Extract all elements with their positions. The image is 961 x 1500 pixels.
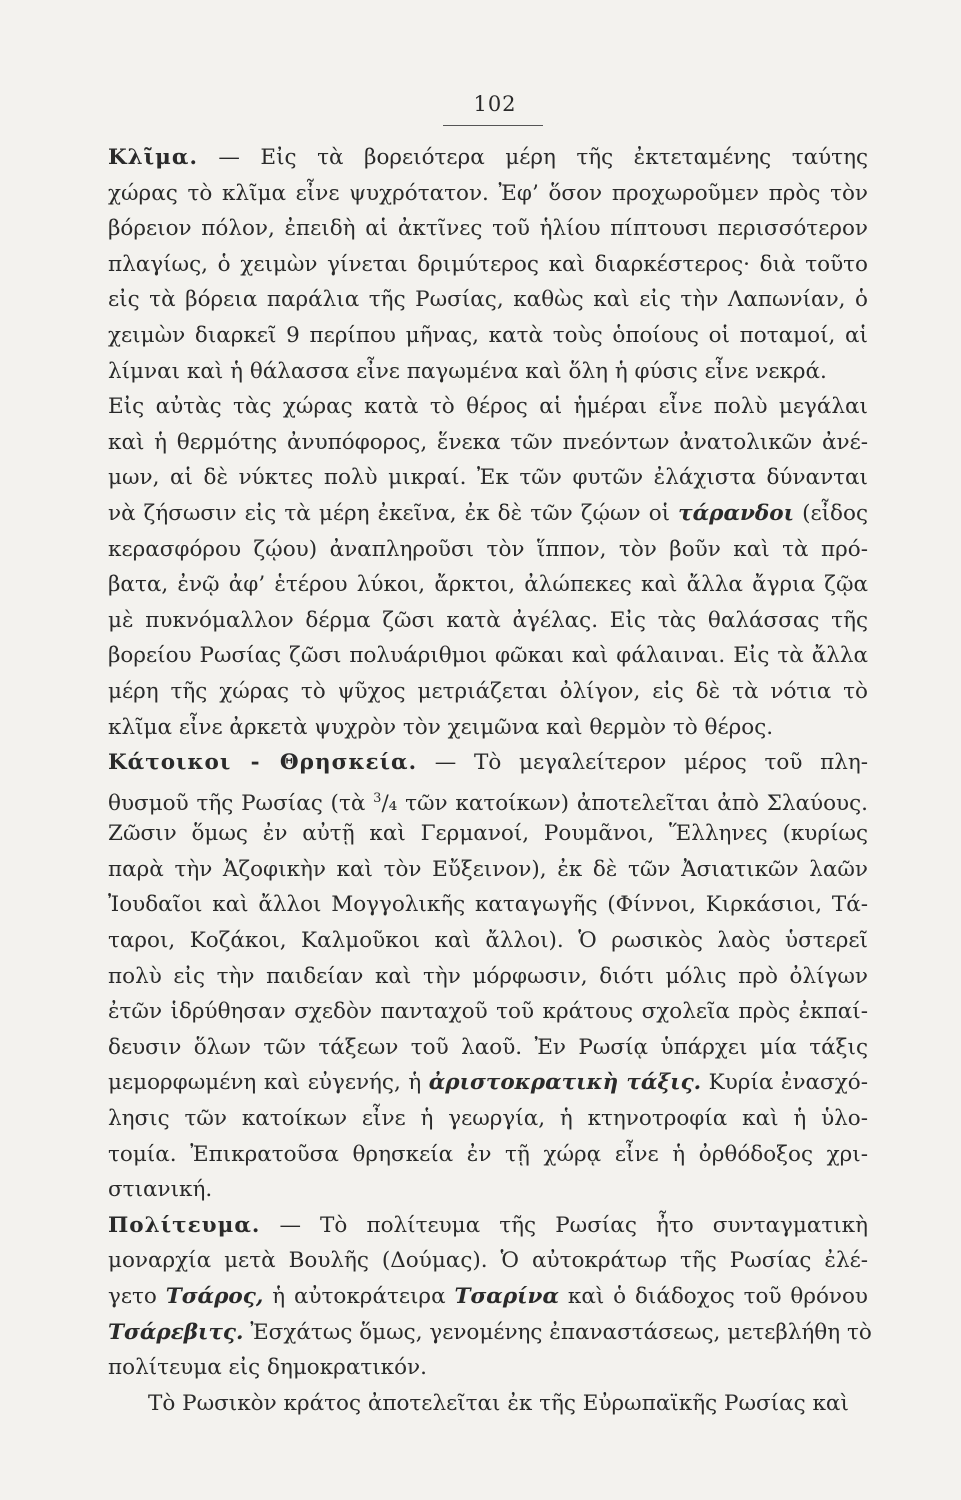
text-run: γετο [108, 1284, 166, 1309]
page-number: 102 [473, 92, 517, 116]
section-heading: Κάτοικοι - Θρησκεία. [108, 750, 418, 776]
text-line [108, 389, 868, 425]
text-run: νὰ ζήσωσιν εἰς τὰ μέρη ἐκεῖνα, ἐκ δὲ τῶν ζῴων οἱ [108, 500, 679, 526]
text-run: πολὺ εἰς τὴν παιδείαν καὶ τὴν μόρφωσιν, διότι μόλις πρὸ ὀλίγων [108, 963, 868, 989]
text-run: 3 [373, 790, 382, 806]
body-text [108, 140, 872, 1421]
text-run: τομία. Ἐπικρατοῦσα θρησκεία ἐν τῇ χώρᾳ εἶνε ἡ ὀρθόδοξος χρι- [108, 1141, 868, 1167]
text-run: βόρειον πόλον, ἐπειδὴ αἱ ἀκτῖνες τοῦ ἡλίου πίπτουσι περισσότερον [108, 216, 868, 242]
text-line [108, 674, 868, 710]
emphasis-term: τάρανδοι [678, 500, 795, 526]
text-run: μὲ πυκνόμαλλον δέρμα ζῶσι κατὰ ἀγέλας. Εἰς τὰς θαλάσσας τῆς [108, 607, 868, 633]
text-run: Ἐσχάτως ὅμως, γενομένης ἐπαναστάσεως, μετεβλήθη τὸ [243, 1319, 872, 1345]
text-line [108, 1243, 868, 1279]
text-line [108, 603, 868, 639]
text-line [108, 318, 868, 354]
text-run: /₄ τῶν κατοίκων) ἀποτελεῖται ἀπὸ Σλαύους. [381, 790, 869, 816]
text-line [108, 532, 868, 568]
text-line [108, 1350, 868, 1386]
text-line [108, 923, 868, 959]
text-line [108, 959, 868, 995]
text-line [108, 1065, 868, 1101]
text-run: βορείου Ρωσίας ζῶσι πολυάριθμοι φῶκαι καὶ φάλαιναι. Εἰς τὰ ἄλλα [108, 643, 868, 669]
text-line [108, 140, 868, 176]
text-line [108, 1030, 868, 1066]
text-run: — Εἰς τὰ βορειότερα μέρη τῆς ἐκτεταμένης ταύτης [197, 145, 868, 170]
text-run: καὶ ἡ θερμότης ἀνυπόφορος, ἕνεκα τῶν πνεόντων ἀνατολικῶν ἀνέ- [108, 429, 868, 455]
text-run: Ἰουδαῖοι καὶ ἄλλοι Μογγολικῆς καταγωγῆς (Φίννοι, Κιρκάσιοι, Τά- [108, 892, 868, 918]
text-run: ἡ αὐτοκράτειρα [263, 1284, 455, 1309]
text-run: εἰς τὰ βόρεια παράλια τῆς Ρωσίας, καθὼς καὶ εἰς τὴν Λαπωνίαν, ὁ [108, 287, 868, 313]
text-run: λησις τῶν κατοίκων εἶνε ἡ γεωργία, ἡ κτηνοτροφία καὶ ἡ ὑλο- [108, 1106, 868, 1132]
text-line [108, 354, 868, 390]
text-line [108, 496, 868, 532]
text-line [108, 1101, 868, 1137]
text-run: — Τὸ μεγαλείτερον μέρος τοῦ πλη- [417, 750, 869, 776]
text-run: πολίτευμα εἰς δημοκρατικόν. [108, 1355, 427, 1381]
text-line [108, 994, 868, 1030]
text-line [108, 887, 868, 923]
text-line [108, 176, 868, 212]
text-line [108, 1279, 868, 1315]
text-line [108, 781, 868, 817]
text-run: πλαγίως, ὁ χειμὼν γίνεται δριμύτερος καὶ διαρκέστερος· διὰ τοῦτο [108, 251, 868, 277]
text-line [108, 1137, 868, 1173]
text-run: βατα, ἐνῷ ἀφ’ ἑτέρου λύκοι, ἄρκτοι, ἀλώπεκες καὶ ἄλλα ἄγρια ζῷα [108, 572, 868, 598]
text-run: στιανική. [108, 1177, 213, 1203]
text-line [108, 816, 868, 852]
text-run: Ζῶσιν ὅμως ἐν αὐτῇ καὶ Γερμανοί, Ρουμᾶνοι, Ἕλληνες (κυρίως [108, 821, 868, 847]
text-run: μοναρχία μετὰ Βουλῆς (Δούμας). Ὁ αὐτοκράτωρ τῆς Ρωσίας ἐλέ- [108, 1248, 868, 1274]
emphasis-term: Τσαρίνα [454, 1284, 560, 1309]
section-heading: Πολίτευμα. [108, 1212, 261, 1238]
header-rule [443, 125, 543, 126]
text-line [108, 710, 868, 746]
text-line [108, 282, 868, 318]
text-line [108, 638, 868, 674]
text-run: μέρη τῆς χώρας τὸ ψῦχος μετριάζεται ὀλίγον, εἰς δὲ τὰ νότια τὸ [108, 678, 868, 704]
text-run: Εἰς αὐτὰς τὰς χώρας κατὰ τὸ θέρος αἱ ἡμέραι εἶνε πολὺ μεγάλαι [108, 394, 868, 420]
emphasis-term: Τσάρεβιτς. [108, 1319, 244, 1345]
text-line [108, 1386, 868, 1422]
text-line [108, 745, 868, 781]
text-run: ἐτῶν ἱδρύθησαν σχεδὸν πανταχοῦ τοῦ κράτους σχολεῖα πρὸς ἐκπαί- [108, 999, 868, 1025]
text-line [108, 1172, 868, 1208]
text-line [108, 211, 868, 247]
text-run: — Τὸ πολίτευμα τῆς Ρωσίας ἦτο συνταγματικὴ [260, 1212, 868, 1238]
text-run: κερασφόρου ζῴου) ἀναπληροῦσι τὸν ἵππον, τὸν βοῦν καὶ τὰ πρό- [108, 536, 868, 562]
text-run: Τὸ Ρωσικὸν κράτος ἀποτελεῖται ἐκ τῆς Εὐρωπαϊκῆς Ρωσίας καὶ [148, 1390, 849, 1416]
text-run: θυσμοῦ τῆς Ρωσίας (τὰ [108, 790, 374, 816]
text-line [108, 852, 868, 888]
section-heading: Κλῖμα. [108, 145, 198, 170]
text-run: (εἶδος [794, 500, 868, 526]
emphasis-term: ἀριστοκρατικὴ τάξις. [428, 1070, 702, 1096]
text-run: χώρας τὸ κλῖμα εἶνε ψυχρότατον. Ἐφ’ ὅσον προχωροῦμεν πρὸς τὸν [108, 180, 868, 206]
text-run: δευσιν ὅλων τῶν τάξεων τοῦ λαοῦ. Ἐν Ρωσίᾳ ὑπάρχει μία τάξις [108, 1034, 868, 1060]
text-run: κλῖμα εἶνε ἀρκετὰ ψυχρὸν τὸν χειμῶνα καὶ θερμὸν τὸ θέρος. [108, 714, 774, 740]
emphasis-term: Τσάρος, [165, 1284, 264, 1309]
text-run: χειμὼν διαρκεῖ 9 περίπου μῆνας, κατὰ τοὺς ὁποίους οἱ ποταμοί, αἱ [108, 322, 868, 348]
text-run: καὶ ὁ διάδοχος τοῦ θρόνου [559, 1284, 868, 1309]
text-run: λίμναι καὶ ἡ θάλασσα εἶνε παγωμένα καὶ ὅλη ἡ φύσις εἶνε νεκρά. [108, 358, 827, 384]
text-line [108, 425, 868, 461]
text-line [108, 247, 868, 283]
text-run: Κυρία ἐνασχό- [701, 1070, 868, 1096]
text-line [108, 567, 868, 603]
text-run: ταροι, Κοζάκοι, Καλμοῦκοι καὶ ἄλλοι). Ὁ ρωσικὸς λαὸς ὑστερεῖ [108, 928, 868, 954]
text-line [108, 1208, 868, 1244]
text-line [108, 1315, 872, 1351]
text-line [108, 460, 868, 496]
text-run: μων, αἱ δὲ νύκτες πολὺ μικραί. Ἐκ τῶν φυτῶν ἐλάχιστα δύνανται [108, 465, 868, 491]
text-run: μεμορφωμένη καὶ εὐγενής, ἡ [108, 1070, 429, 1096]
text-run: παρὰ τὴν Ἀζοφικὴν καὶ τὸν Εὔξεινον), ἐκ δὲ τῶν Ἀσιατικῶν λαῶν [108, 856, 868, 882]
